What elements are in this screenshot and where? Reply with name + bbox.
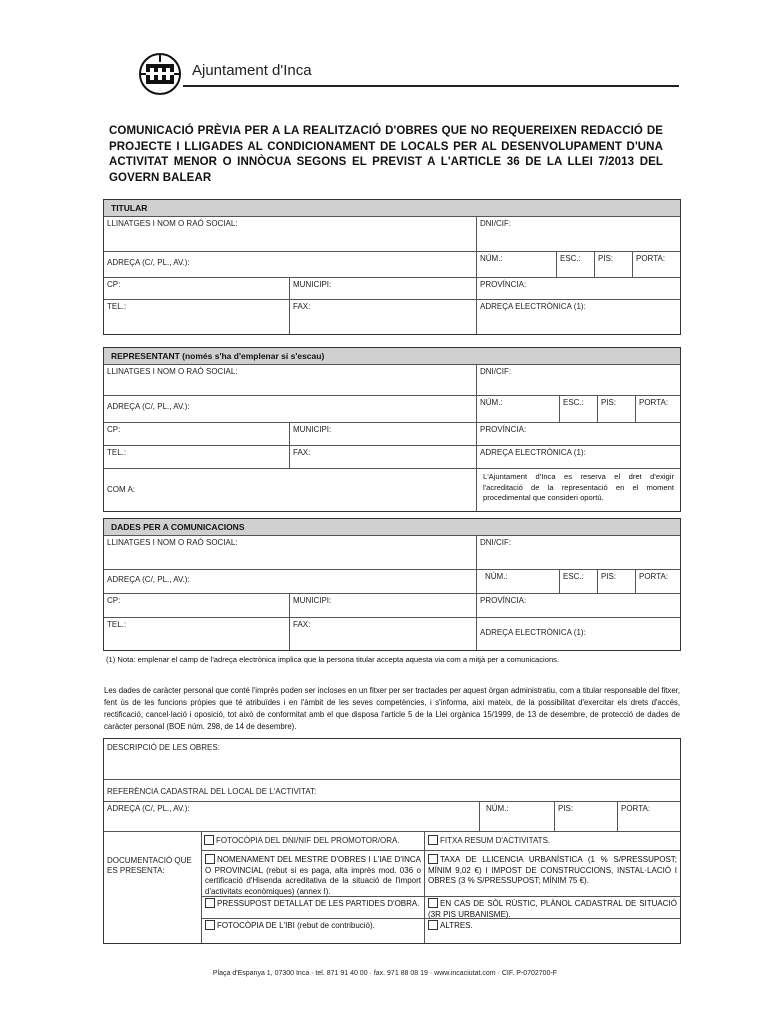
titular-cp-row bbox=[104, 277, 680, 299]
doc-right-item[interactable]: TAXA DE LLICENCIA URBANÍSTICA (1 % S/PRESSUPOST; MÍNIM 9,02 €) I IMPOST DE CONSTRUCCIONS, INSTAL·LACIÓ I OBRES (3 % S/PRESSUPOST; MÍNIM 75 €). bbox=[425, 851, 680, 897]
rep-cp-row bbox=[104, 422, 680, 445]
representant-heading: REPRESENTANT (només s'ha d'emplenar si s'escau) bbox=[104, 348, 680, 365]
com-email-field[interactable]: ADREÇA ELECTRÒNICA (1): bbox=[476, 618, 680, 650]
titular-tel-row bbox=[104, 299, 680, 334]
rep-dni-field[interactable]: DNI/CIF: bbox=[476, 365, 680, 395]
rep-porta-field[interactable]: PORTA: bbox=[635, 396, 680, 422]
checkbox[interactable] bbox=[428, 854, 438, 864]
titular-address-row bbox=[104, 251, 680, 277]
checkbox[interactable] bbox=[205, 898, 215, 908]
rep-address-field[interactable]: ADREÇA (C/, PL., AV.): bbox=[107, 402, 190, 411]
titular-name-field[interactable]: LLINATGES I NOM O RAÓ SOCIAL: bbox=[107, 219, 238, 228]
obres-doc-row bbox=[104, 831, 680, 943]
com-cp-field[interactable]: CP: bbox=[107, 596, 121, 605]
titular-email-field[interactable]: ADREÇA ELECTRÒNICA (1): bbox=[476, 300, 680, 334]
rep-name-row bbox=[104, 365, 680, 395]
com-name-row bbox=[104, 536, 680, 569]
titular-name-row bbox=[104, 217, 680, 251]
titular-pis-field[interactable]: PIS: bbox=[594, 252, 632, 277]
titular-esc-field[interactable]: ESC.: bbox=[556, 252, 594, 277]
titular-heading: TITULAR bbox=[104, 200, 680, 217]
com-cp-row bbox=[104, 593, 680, 617]
rep-com-a-field[interactable]: COM A: bbox=[107, 485, 136, 494]
doc-left-column bbox=[201, 832, 424, 943]
checkbox[interactable] bbox=[205, 920, 215, 930]
page-footer: Plaça d'Espanya 1, 07300 Inca · tel. 871 91 40 00 · fax. 971 88 08 19 · www.incaciutat.com · CIF. P-0702700-F bbox=[212, 970, 558, 977]
titular-cp-field[interactable]: CP: bbox=[107, 280, 121, 289]
com-porta-field[interactable]: PORTA: bbox=[635, 570, 680, 593]
rep-esc-field[interactable]: ESC.: bbox=[559, 396, 597, 422]
com-provincia-field[interactable]: PROVÍNCIA: bbox=[476, 594, 680, 617]
rep-address-row bbox=[104, 395, 680, 422]
titular-municipi-field[interactable]: MUNICIPI: bbox=[289, 278, 476, 299]
checkbox[interactable] bbox=[204, 835, 214, 845]
com-fax-field[interactable]: FAX: bbox=[289, 618, 476, 650]
obres-porta-field[interactable]: PORTA: bbox=[617, 802, 680, 831]
doc-left-item[interactable]: FOTOCÒPIA DEL DNI/NIF DEL PROMOTOR/ORA. bbox=[202, 832, 424, 851]
titular-num-field[interactable]: NÚM.: bbox=[476, 252, 556, 277]
com-municipi-field[interactable]: MUNICIPI: bbox=[289, 594, 476, 617]
header-rule bbox=[183, 85, 679, 87]
titular-tel-field[interactable]: TEL.: bbox=[107, 302, 127, 311]
form-title: COMUNICACIÓ PRÈVIA PER A LA REALITZACIÓ D'OBRES QUE NO REQUEREIXEN REDACCIÓ DE PROJECTE I LLIGADES AL CONDICIONAMENT DE LOCALS PER AL DESENVOLUPAMENT D'UNA ACTIVITAT MENOR O INNÒCUA SEGONS EL PREVIST A L'ARTICLE 36 DE LA LLEI 7/2013 DEL GOVERN BALEAR bbox=[109, 125, 663, 184]
obres-descripcio-row bbox=[104, 739, 680, 779]
org-name: Ajuntament d'Inca bbox=[192, 62, 312, 79]
email-footnote: (1) Nota: emplenar el camp de l'adreça electrònica implica que la persona titular accepta aquesta via com a mitjà per a comunicacions. bbox=[106, 655, 560, 664]
com-esc-field[interactable]: ESC.: bbox=[559, 570, 597, 593]
titular-section bbox=[103, 199, 681, 335]
rep-name-field[interactable]: LLINATGES I NOM O RAÓ SOCIAL: bbox=[107, 367, 238, 376]
checkbox[interactable] bbox=[428, 920, 438, 930]
titular-fax-field[interactable]: FAX: bbox=[289, 300, 476, 334]
checkbox[interactable] bbox=[205, 854, 215, 864]
ajuntament-logo bbox=[138, 52, 182, 96]
obres-referencia-row bbox=[104, 779, 680, 801]
rep-fax-field[interactable]: FAX: bbox=[289, 446, 476, 468]
doc-left-item[interactable]: FOTOCÒPIA DE L'IBI (rebut de contribució). bbox=[202, 919, 424, 943]
com-name-field[interactable]: LLINATGES I NOM O RAÓ SOCIAL: bbox=[107, 538, 238, 547]
rep-note: L'Ajuntament d'Inca es reserva el dret d'exigir l'acreditació de la representació en el moment procedimental que consideri oportú. bbox=[476, 469, 680, 511]
rep-com-a-row bbox=[104, 468, 680, 511]
comunicacions-section bbox=[103, 518, 681, 651]
checkbox[interactable] bbox=[428, 898, 438, 908]
representant-section bbox=[103, 347, 681, 512]
comunicacions-heading: DADES PER A COMUNICACIONS bbox=[104, 519, 680, 536]
doc-right-item[interactable]: FITXA RESUM D'ACTIVITATS. bbox=[425, 832, 680, 851]
rep-tel-field[interactable]: TEL.: bbox=[107, 448, 127, 457]
com-address-field[interactable]: ADREÇA (C/, PL., AV.): bbox=[107, 575, 190, 584]
rep-pis-field[interactable]: PIS: bbox=[597, 396, 635, 422]
checkbox[interactable] bbox=[428, 835, 438, 845]
com-pis-field[interactable]: PIS: bbox=[597, 570, 635, 593]
doc-left-item[interactable]: PRESSUPOST DETALLAT DE LES PARTIDES D'OBRA. bbox=[202, 897, 424, 919]
titular-porta-field[interactable]: PORTA: bbox=[632, 252, 680, 277]
titular-provincia-field[interactable]: PROVÍNCIA: bbox=[476, 278, 680, 299]
com-dni-field[interactable]: DNI/CIF: bbox=[476, 536, 680, 569]
titular-dni-field[interactable]: DNI/CIF: bbox=[476, 217, 680, 251]
rep-cp-field[interactable]: CP: bbox=[107, 425, 121, 434]
doc-right-item[interactable]: ALTRES. bbox=[425, 919, 680, 943]
doc-right-item[interactable]: EN CAS DE SÒL RÚSTIC, PLÀNOL CADASTRAL DE SITUACIÓ (3R PIS URBANISME). bbox=[425, 897, 680, 919]
obres-address-row bbox=[104, 801, 680, 831]
obres-num-field[interactable]: NÚM.: bbox=[479, 802, 554, 831]
doc-left-item[interactable]: NOMENAMENT DEL MESTRE D'OBRES I L'IAE D'INCA O PROVINCIAL (rebut si es paga, alta imprès mod. 036 o certificació d'Hisenda acreditativa de la situació de l'import d'activitats econòmiques) (annex I). bbox=[202, 851, 424, 897]
titular-address-field[interactable]: ADREÇA (C/, PL., AV.): bbox=[107, 258, 190, 267]
com-num-field[interactable]: NÚM.: bbox=[476, 570, 559, 593]
rep-municipi-field[interactable]: MUNICIPI: bbox=[289, 423, 476, 445]
obres-address-field[interactable]: ADREÇA (C/, PL., AV.): bbox=[107, 804, 190, 813]
rep-email-field[interactable]: ADREÇA ELECTRÒNICA (1): bbox=[476, 446, 680, 468]
doc-right-column bbox=[424, 832, 680, 943]
com-tel-field[interactable]: TEL.: bbox=[107, 620, 127, 629]
rep-provincia-field[interactable]: PROVÍNCIA: bbox=[476, 423, 680, 445]
rep-num-field[interactable]: NÚM.: bbox=[476, 396, 559, 422]
doc-label: DOCUMENTACIÓ QUE ES PRESENTA: bbox=[107, 856, 192, 875]
obres-descripcio-field[interactable]: DESCRIPCIÓ DE LES OBRES: bbox=[107, 743, 220, 752]
coat-of-arms-icon bbox=[138, 52, 182, 96]
privacy-notice: Les dades de caràcter personal que conté l'imprès poden ser incloses en un fitxer per ser tractades per aquest òrgan administratiu, com a titular responsable del fitxer, fent ús de les funcions pròpies que té atribuïdes i en l'àmbit de les seves competències, i s'informa, així mateix, de la possibilitat d'exercitar els drets d'accés, rectificació, cancel·lació i oposició, tot això de conformitat amb el que disposa l'article 5 de la Llei orgànica 15/1999, de 13 de desembre, de protecció de dades de caràcter personal (BOE núm. 298, de 14 de desembre). bbox=[104, 686, 680, 731]
obres-section bbox=[103, 738, 681, 944]
com-tel-row bbox=[104, 617, 680, 650]
obres-pis-field[interactable]: PIS: bbox=[554, 802, 617, 831]
obres-referencia-field[interactable]: REFERÈNCIA CADASTRAL DEL LOCAL DE L'ACTIVITAT: bbox=[107, 787, 317, 796]
rep-tel-row bbox=[104, 445, 680, 468]
com-address-row bbox=[104, 569, 680, 593]
